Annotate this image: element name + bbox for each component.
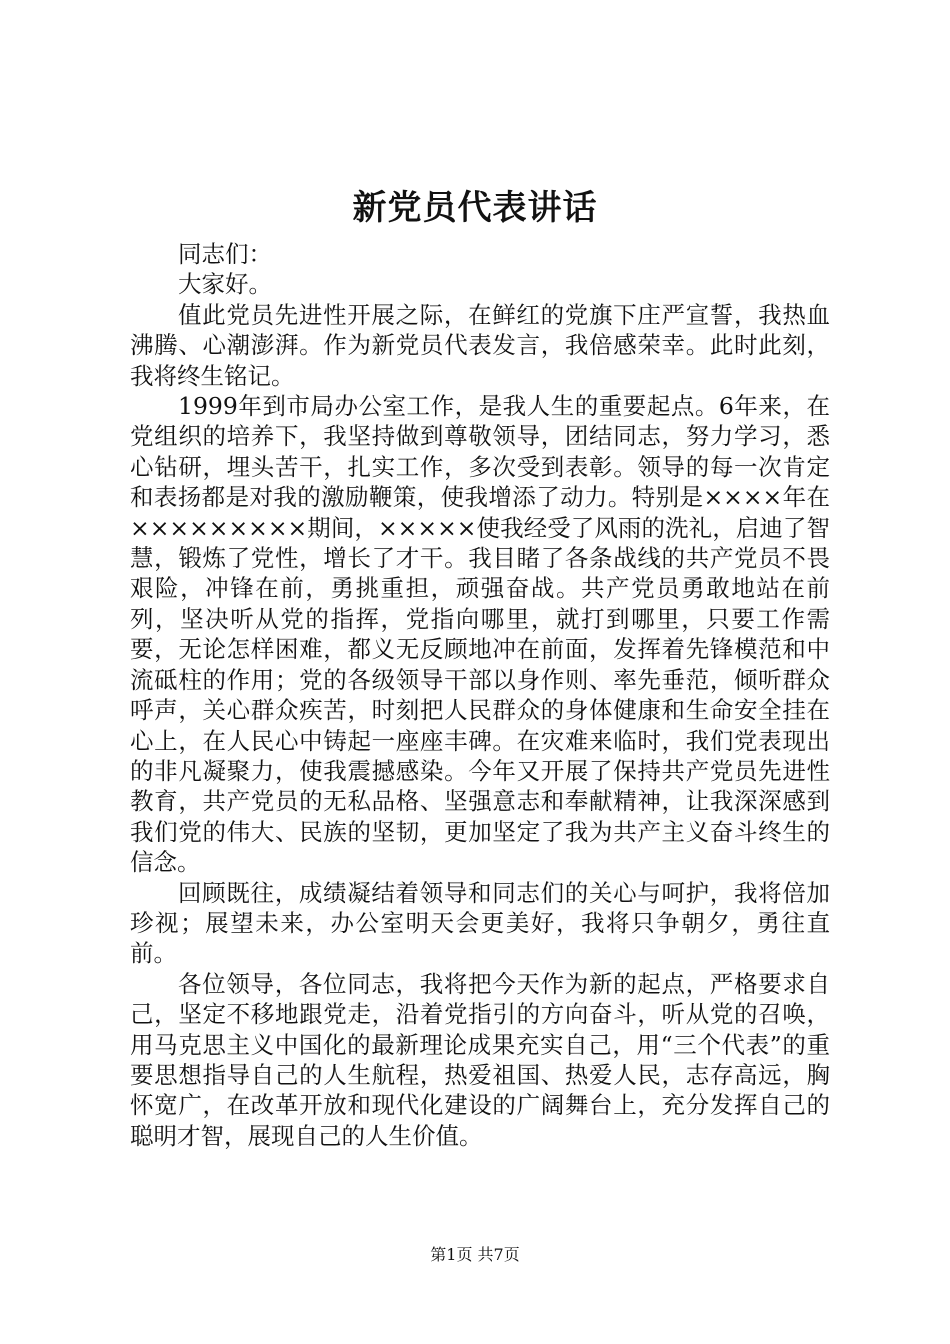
paragraph: 回顾既往，成绩凝结着领导和同志们的关心与呵护，我将倍加珍视；展望未来，办公室明天会更美好，我将只争朝夕，勇往直前。: [130, 878, 830, 968]
paragraph: 各位领导，各位同志，我将把今天作为新的起点，严格要求自己，坚定不移地跟党走，沿着党指引的方向奋斗，听从党的召唤，用马克思主义中国化的最新理论成果充实自己，用“三个代表”的重要思想指导自己的人生航程，热爱祖国、热爱人民，志存高远，胸怀宽广，在改革开放和现代化建设的广阔舞台上，充分发挥自己的聪明才智，展现自己的人生价值。: [130, 969, 830, 1150]
page-number: 第1页 共7页: [430, 1245, 520, 1264]
document-body: [130, 239, 830, 1151]
salutation: 同志们：: [178, 240, 272, 268]
paragraph: 值此党员先进性开展之际，在鲜红的党旗下庄严宣誓，我热血沸腾、心潮澎湃。作为新党员代表发言，我倍感荣幸。此时此刻，我将终生铭记。: [130, 300, 830, 390]
page-title: 新党员代表讲话: [352, 188, 598, 228]
paragraph: 1999年到市局办公室工作，是我人生的重要起点。6年来，在党组织的培养下，我坚持做到尊敬领导，团结同志，努力学习，悉心钻研，埋头苦干，扎实工作，多次受到表彰。领导的每一次肯定和表扬都是对我的激励鞭策，使我增添了动力。特别是××××年在×××××××××期间，×××××使我经受了风雨的洗礼，启迪了智慧，锻炼了党性，增长了才干。我目睹了各条战线的共产党员不畏艰险，冲锋在前，勇挑重担，顽强奋战。共产党员勇敢地站在前列，坚决听从党的指挥，党指向哪里，就打到哪里，只要工作需要，无论怎样困难，都义无反顾地冲在前面，发挥着先锋模范和中流砥柱的作用；党的各级领导干部以身作则、率先垂范，倾听群众呼声，关心群众疾苦，时刻把人民群众的身体健康和生命安全挂在心上，在人民心中铸起一座座丰碑。在灾难来临时，我们党表现出的非凡凝聚力，使我震撼感染。今年又开展了保持共产党员先进性教育，共产党员的无私品格、坚强意志和奉献精神，让我深深感到我们党的伟大、民族的坚韧，更加坚定了我为共产主义奋斗终生的信念。: [130, 392, 830, 877]
greeting: 大家好。: [178, 270, 272, 299]
